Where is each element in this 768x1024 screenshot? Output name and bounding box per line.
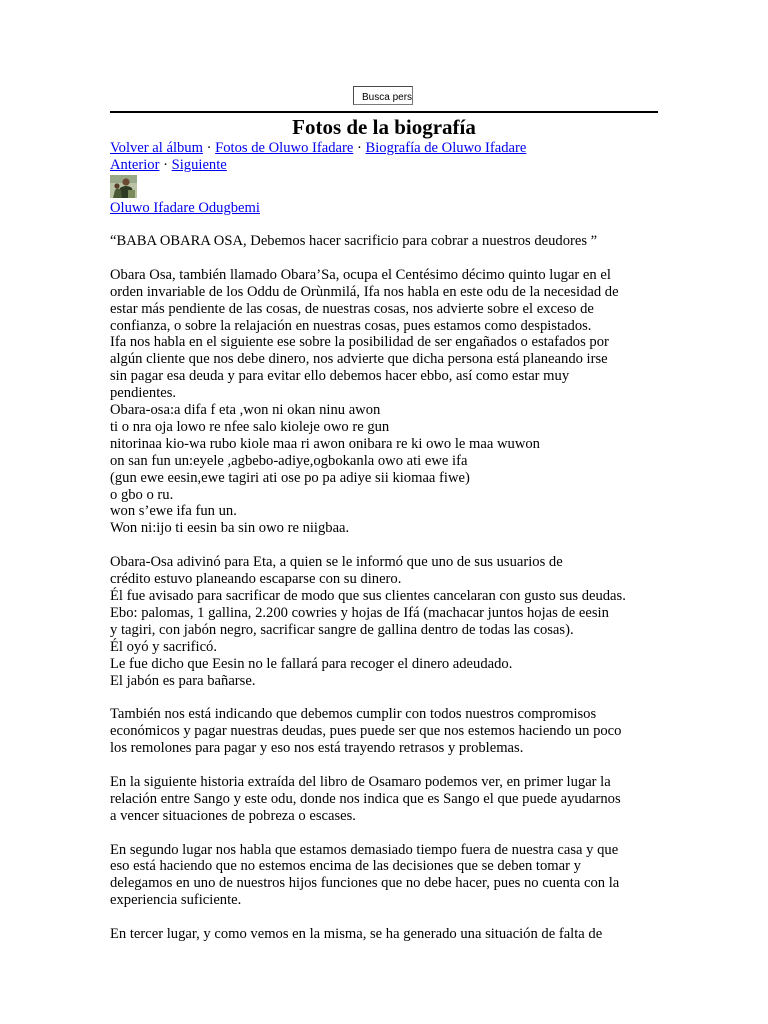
paragraph: Obara Osa, también llamado Obara’Sa, ocupa el Centésimo décimo quinto lugar en el orden invariable de los Oddu de Orùnmilá, Ifa nos habla en este odu de la necesidad de estar más pendiente de las cosas, de nuestras cosas, nos advierte sobre el exceso de confianza, o sobre la relajación en nuestras cosas, pues estamos como despistados. Ifa nos habla en el siguiente ese sobre la posibilidad de ser engañados o estafados por algún cliente que nos debe dinero, nos advierte que dicha persona está planeando irse sin pagar esa deuda y para evitar ello debemos hacer ebbo, así como estar muy pendientes. Obara-osa:a difa f eta ,won ni okan ninu awon ti o nra oja lowo re nfee salo kioleje owo re gun nitorinaa kio-wa rubo kiole maa ri awon onibara re ki owo le maa wuwon on san fun un:eyele ,agbebo-adiye,ogbokanla owo ati ewe ifa (gun ewe eesin,ewe tagiri ati ose po pa adiye sii kiomaa fiwe) o gbo o ru. won s’ewe ifa fun un. Won ni:ijo ti eesin ba sin owo re niigbaa. [110, 266, 619, 537]
previous-link[interactable]: Anterior [110, 157, 160, 173]
back-to-album-link[interactable]: Volver al álbum [110, 140, 203, 156]
breadcrumb-separator: · [353, 140, 366, 156]
photos-link[interactable]: Fotos de Oluwo Ifadare [215, 140, 354, 156]
paragraph: En segundo lugar nos habla que estamos demasiado tiempo fuera de nuestra casa y que eso está haciendo que no estemos encima de las decisiones que se deben tomar y delegamos en uno de nuestros hijos funciones que no debe hacer, pues no cuenta con la experiencia suficiente. [110, 841, 620, 909]
search-box[interactable] [353, 86, 413, 105]
paragraph: También nos está indicando que debemos cumplir con todos nuestros compromisos económicos y pagar nuestras deudas, pues puede ser que nos estemos haciendo un poco los remolones para pagar y eso nos está trayendo retrasos y problemas. [110, 706, 622, 757]
breadcrumb-separator: · [202, 140, 216, 156]
next-link[interactable]: Siguiente [171, 157, 227, 173]
paragraph: En la siguiente historia extraída del libro de Osamaro podemos ver, en primer lugar la relación entre Sango y este odu, donde nos indica que es Sango el que puede ayudarnos a vencer situaciones de pobreza o escases. [110, 773, 621, 824]
pager [110, 157, 227, 174]
breadcrumb [110, 140, 526, 157]
profile-photo-thumbnail[interactable] [110, 175, 137, 198]
paragraph: “BABA OBARA OSA, Debemos hacer sacrificio para cobrar a nuestros deudores ” [110, 233, 598, 249]
search-input[interactable] [354, 89, 412, 105]
paragraph: Obara-Osa adivinó para Eta, a quien se le informó que uno de sus usuarios de crédito estuvo planeando escaparse con su dinero. Él fue avisado para sacrificar de modo que sus clientes cancelaran con gusto sus deudas. Ebo: palomas, 1 gallina, 2.200 cowries y hojas de Ifá (machacar juntos hojas de eesin y tagiri, con jabón negro, sacrificar sangre de gallina dentro de todas las cosas). Él oyó y sacrificó. Le fue dicho que Eesin no le fallará para recoger el dinero adeudado. El jabón es para bañarse. [110, 554, 626, 689]
biography-text [110, 233, 658, 960]
author-link[interactable]: Oluwo Ifadare Odugbemi [110, 200, 260, 216]
header-divider [110, 111, 658, 113]
page-title: Fotos de la biografía [292, 115, 476, 139]
biography-link[interactable]: Biografía de Oluwo Ifadare [365, 140, 527, 156]
pager-separator: · [159, 157, 172, 173]
paragraph: En tercer lugar, y como vemos en la misma, se ha generado una situación de falta de [110, 926, 603, 943]
